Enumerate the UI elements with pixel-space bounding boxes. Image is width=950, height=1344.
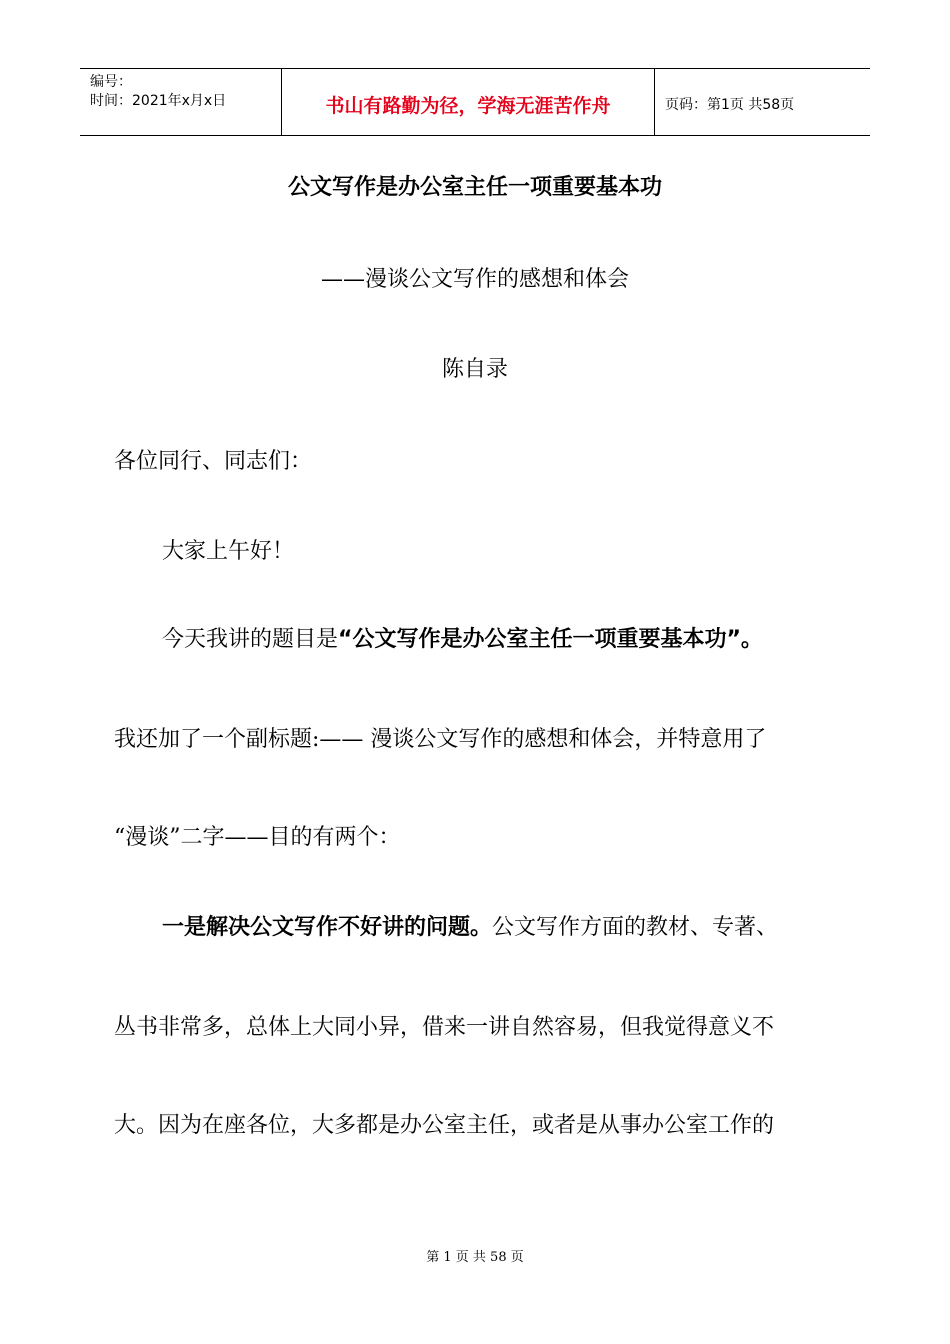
paragraph-1-lead: 今天我讲的题目是 [162, 627, 339, 652]
paragraph-2-line-2: 丛书非常多，总体上大同小异，借来一讲自然容易，但我觉得意义不 [114, 1015, 775, 1040]
number-label: 编号： [90, 74, 132, 90]
header-motto: 书山有路勤为径，学海无涯苦作舟 [282, 69, 655, 135]
paragraph-2-line-3: 大。因为在座各位，大多都是办公室主任，或者是从事办公室工作的 [114, 1113, 775, 1138]
salutation: 各位同行、同志们： [114, 449, 313, 474]
document-author: 陈自录 [441, 357, 508, 382]
document-title: 公文写作是办公室主任一项重要基本功 [287, 175, 662, 200]
paragraph-2-line-1 [162, 914, 778, 942]
paragraph-1-bold-title: “公文写作是办公室主任一项重要基本功”。 [338, 627, 763, 652]
paragraph-2-bold-lead: 一是解决公文写作不好讲的问题。 [162, 915, 493, 940]
paragraph-1-line-1 [162, 626, 763, 654]
header-table [80, 68, 870, 136]
paragraph-1-line-2: 我还加了一个副标题:—— 漫谈公文写作的感想和体会，并特意用了 [114, 727, 767, 752]
greeting: 大家上午好！ [162, 539, 295, 564]
document-subtitle: ——漫谈公文写作的感想和体会 [320, 267, 629, 292]
page-footer: 第 1 页 共 58 页 [426, 1250, 524, 1265]
header-page-info: 页码：第1页 共58页 [665, 97, 795, 113]
paragraph-1-line-3: “漫谈”二字——目的有两个： [114, 825, 401, 850]
paragraph-2-rest: 公文写作方面的教材、专著、 [492, 915, 779, 940]
date-label: 时间：2021年x月x日 [90, 93, 227, 109]
header-meta [80, 69, 282, 135]
